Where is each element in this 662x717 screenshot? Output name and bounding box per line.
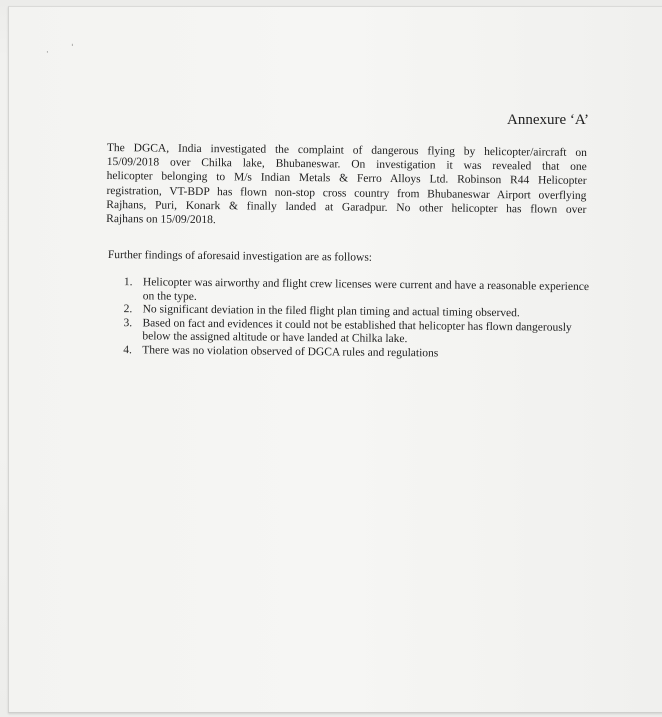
findings-list [109, 276, 590, 363]
findings-intro: Further findings of aforesaid investigation are as follows: [107, 248, 373, 264]
paragraph-line: 15/09/2018 over Chilka lake, Bhubaneswar. On investigation it was revealed that one [106, 156, 587, 174]
investigation-paragraph [106, 141, 587, 231]
finding-text: Helicopter was airworthy and flight crew licenses were current and have a reasonable experience on the type. [142, 276, 590, 303]
paragraph-line: registration, VT-BDP has flown non-stop cross country from Bhubaneswar Airport overflying [106, 184, 587, 202]
finding-text: Based on fact and evidences it could not be established that helicopter has flown dangerously below the assigned altitude or have landed at Chilka lake. [142, 317, 572, 346]
paragraph-line: Rajhans, Puri, Konark & finally landed at Garadpur. No other helicopter has flown over [106, 198, 587, 216]
speck-mark: · [46, 48, 49, 58]
finding-number: 3. [123, 316, 133, 330]
finding-text: There was no violation observed of DGCA rules and regulations [142, 344, 439, 360]
paragraph-line: Rajhans on 15/09/2018. [106, 213, 216, 227]
finding-number: 4. [123, 344, 132, 357]
finding-number: 1. [123, 276, 133, 289]
finding-text: No significant deviation in the filed flight plan timing and actual timing observed. [142, 303, 520, 320]
paragraph-line: helicopter belonging to M/s Indian Metals & Ferro Alloys Ltd. Robinson R44 Helicopter [106, 170, 587, 188]
paragraph-line: The DGCA, India investigated the complaint of dangerous flying by helicopter/aircraft on [106, 141, 587, 160]
speck-mark: ˈ [71, 44, 74, 54]
finding-number: 2. [123, 303, 133, 316]
annexure-heading: Annexure ‘A’ [507, 112, 590, 128]
